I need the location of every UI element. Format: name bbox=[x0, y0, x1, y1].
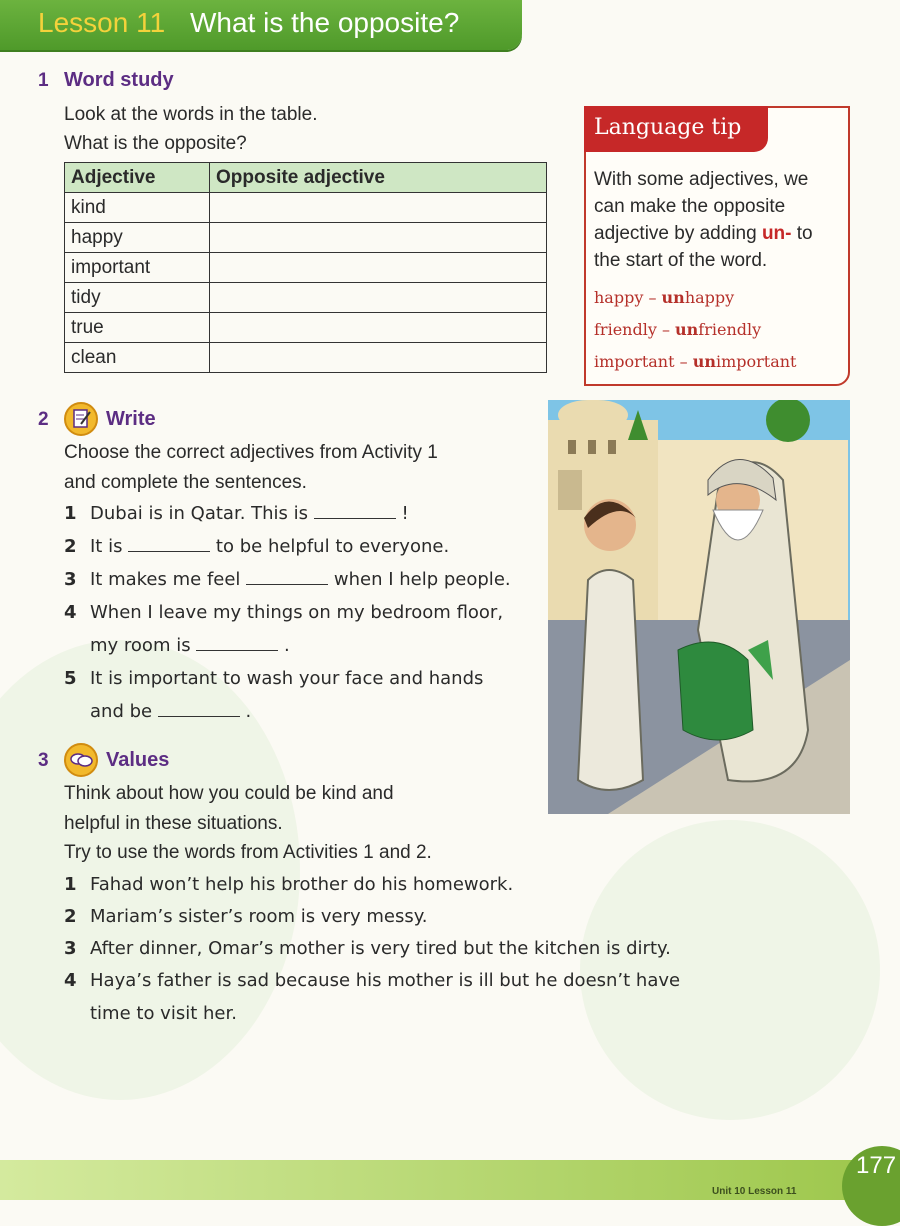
section-2-title: Write bbox=[106, 408, 156, 430]
table-cell-answer[interactable] bbox=[210, 313, 547, 343]
word-table bbox=[64, 162, 547, 373]
table-row bbox=[65, 223, 547, 253]
sentence-line: 3 It makes me feel when I help people. bbox=[64, 569, 511, 590]
language-tip-box bbox=[584, 106, 850, 386]
section-2-instruction: and complete the sentences. bbox=[64, 472, 307, 493]
answer-blank[interactable] bbox=[158, 702, 240, 717]
answer-blank[interactable] bbox=[128, 537, 210, 552]
situation-item: time to visit her. bbox=[90, 1003, 237, 1024]
tip-text: to the start of the word. bbox=[594, 223, 813, 271]
table-cell-answer[interactable] bbox=[210, 223, 547, 253]
tip-example: friendly – unfriendly bbox=[594, 320, 762, 339]
tip-example: happy – unhappy bbox=[594, 288, 735, 307]
table-header-opposite: Opposite adjective bbox=[210, 163, 547, 193]
lesson-number: Lesson 11 bbox=[38, 7, 166, 38]
sentence-line: 5 It is important to wash your face and hands bbox=[64, 668, 484, 689]
sentence-line: my room is . bbox=[90, 635, 290, 656]
lesson-banner bbox=[0, 0, 522, 50]
table-row bbox=[65, 193, 547, 223]
table-cell-answer[interactable] bbox=[210, 283, 547, 313]
sentence-line: 1 Dubai is in Qatar. This is ! bbox=[64, 503, 409, 524]
table-row bbox=[65, 253, 547, 283]
section-2-number: 2 bbox=[38, 409, 49, 430]
answer-blank[interactable] bbox=[246, 570, 328, 585]
situation-item: 2 Mariam’s sister’s room is very messy. bbox=[64, 906, 428, 927]
table-cell-answer[interactable] bbox=[210, 343, 547, 373]
table-row bbox=[65, 283, 547, 313]
sentence-line: 4 When I leave my things on my bedroom floor, bbox=[64, 602, 504, 623]
situation-item: 3 After dinner, Omar’s mother is very tired but the kitchen is dirty. bbox=[64, 938, 671, 959]
table-cell-adjective: true bbox=[65, 313, 210, 343]
language-tip-header bbox=[584, 106, 768, 152]
section-2-instruction: Choose the correct adjectives from Activity 1 bbox=[64, 442, 438, 463]
table-cell-adjective: important bbox=[65, 253, 210, 283]
unit-label: Unit 10 Lesson 11 bbox=[712, 1186, 797, 1197]
section-3-instruction: Try to use the words from Activities 1 and 2. bbox=[64, 842, 432, 863]
sentence-line: 2 It is to be helpful to everyone. bbox=[64, 536, 450, 557]
section-1-number: 1 bbox=[38, 70, 49, 91]
values-icon bbox=[64, 743, 98, 777]
illustration-boy-helping-old-man bbox=[548, 400, 850, 814]
section-1-instruction: What is the opposite? bbox=[64, 133, 247, 154]
table-cell-adjective: clean bbox=[65, 343, 210, 373]
write-icon bbox=[64, 402, 98, 436]
table-cell-adjective: kind bbox=[65, 193, 210, 223]
table-cell-answer[interactable] bbox=[210, 253, 547, 283]
language-tip-title: Language tip bbox=[594, 115, 742, 140]
section-3-number: 3 bbox=[38, 750, 49, 771]
table-header-row bbox=[65, 163, 547, 193]
section-3-title: Values bbox=[106, 749, 170, 771]
sentence-line: and be . bbox=[90, 701, 252, 722]
tip-text: With some adjectives, we can make the opposite adjective by adding bbox=[594, 169, 809, 244]
page-footer bbox=[0, 1160, 900, 1200]
section-3-instruction: Think about how you could be kind and bbox=[64, 783, 394, 804]
table-row bbox=[65, 343, 547, 373]
section-1-instruction: Look at the words in the table. bbox=[64, 104, 318, 125]
table-header-adjective: Adjective bbox=[65, 163, 210, 193]
language-tip-body bbox=[594, 166, 840, 274]
table-cell-adjective: happy bbox=[65, 223, 210, 253]
table-cell-answer[interactable] bbox=[210, 193, 547, 223]
page-number: 177 bbox=[856, 1152, 897, 1179]
situation-item: 4 Haya’s father is sad because his mother is ill but he doesn’t have bbox=[64, 970, 681, 991]
page-number-tab bbox=[842, 1146, 900, 1226]
table-row bbox=[65, 313, 547, 343]
tip-prefix: un- bbox=[761, 223, 792, 244]
answer-blank[interactable] bbox=[314, 504, 396, 519]
tip-example: important – unimportant bbox=[594, 352, 797, 371]
section-3-instruction: helpful in these situations. bbox=[64, 813, 283, 834]
section-1-title: Word study bbox=[64, 69, 174, 91]
situation-item: 1 Fahad won’t help his brother do his homework. bbox=[64, 874, 514, 895]
answer-blank[interactable] bbox=[196, 636, 278, 651]
lesson-title: What is the opposite? bbox=[190, 7, 460, 38]
table-cell-adjective: tidy bbox=[65, 283, 210, 313]
